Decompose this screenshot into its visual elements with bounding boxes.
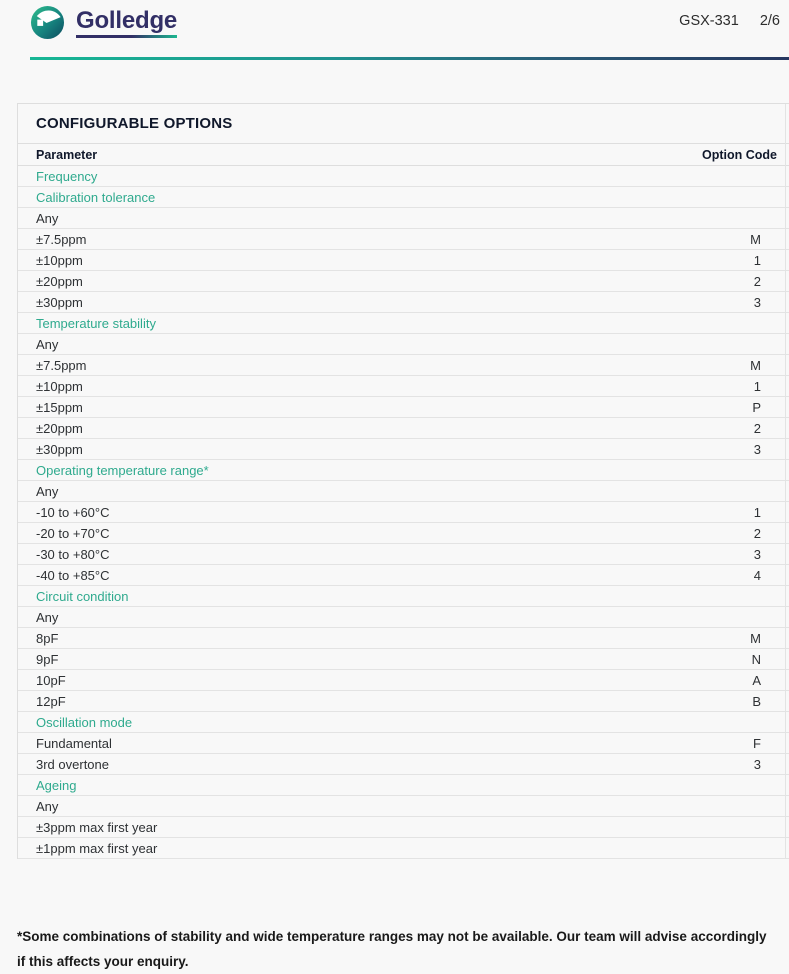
option-code-cell: 3 — [753, 441, 761, 457]
table-body — [18, 166, 789, 859]
table-row — [18, 523, 789, 544]
table-row — [18, 607, 789, 628]
brand-underline — [76, 35, 177, 38]
option-code-cell: M — [750, 231, 761, 247]
option-code-cell: B — [752, 693, 761, 709]
option-code-cell: 1 — [753, 378, 761, 394]
parameter-cell: ±20ppm — [36, 420, 83, 436]
table-title: CONFIGURABLE OPTIONS — [18, 104, 789, 144]
parameter-cell: 10pF — [36, 672, 66, 688]
parameter-cell: Any — [36, 609, 59, 625]
document-reference — [679, 13, 780, 29]
option-code-cell: 3 — [753, 756, 761, 772]
option-code-cell: M — [750, 357, 761, 373]
table-row — [18, 439, 789, 460]
parameter-cell: -10 to +60°C — [36, 504, 110, 520]
table-row — [18, 754, 789, 775]
option-code-column-divider — [785, 104, 786, 859]
option-code-cell: P — [752, 399, 761, 415]
parameter-cell: Ageing — [36, 777, 77, 793]
table-row — [18, 691, 789, 712]
table-row — [18, 271, 789, 292]
parameter-cell: 12pF — [36, 693, 66, 709]
option-code-cell: 4 — [753, 567, 761, 583]
header-divider — [30, 57, 789, 60]
table-row-section — [18, 586, 789, 607]
table-row — [18, 796, 789, 817]
parameter-cell: 9pF — [36, 651, 59, 667]
table-row — [18, 502, 789, 523]
table-row — [18, 544, 789, 565]
parameter-cell: -20 to +70°C — [36, 525, 110, 541]
parameter-cell: Fundamental — [36, 735, 112, 751]
parameter-cell: -40 to +85°C — [36, 567, 110, 583]
option-code-cell: F — [753, 735, 761, 751]
option-code-cell: 1 — [753, 504, 761, 520]
brand-logo — [30, 5, 177, 40]
table-row — [18, 670, 789, 691]
brand-name: Golledge — [76, 7, 178, 34]
parameter-cell: Any — [36, 336, 59, 352]
option-code-cell: A — [752, 672, 761, 688]
table-row — [18, 838, 789, 859]
option-code-cell: 3 — [753, 546, 761, 562]
table-row-section — [18, 166, 789, 187]
table-row — [18, 418, 789, 439]
parameter-cell: Any — [36, 210, 59, 226]
table-row — [18, 649, 789, 670]
option-code-cell: 2 — [753, 420, 761, 436]
table-row-section — [18, 460, 789, 481]
table-row — [18, 208, 789, 229]
parameter-cell: 8pF — [36, 630, 59, 646]
column-header-parameter: Parameter — [36, 147, 98, 162]
parameter-cell: Temperature stability — [36, 315, 156, 331]
parameter-cell: -30 to +80°C — [36, 546, 110, 562]
table-row — [18, 229, 789, 250]
table-row — [18, 397, 789, 418]
parameter-cell: ±20ppm — [36, 273, 83, 289]
parameter-cell: Calibration tolerance — [36, 189, 156, 205]
table-row — [18, 376, 789, 397]
parameter-cell: ±30ppm — [36, 441, 83, 457]
parameter-cell: ±15ppm — [36, 399, 83, 415]
table-row — [18, 355, 789, 376]
parameter-cell: ±7.5ppm — [36, 231, 87, 247]
table-row-section — [18, 712, 789, 733]
parameter-cell: Operating temperature range* — [36, 462, 209, 478]
table-row — [18, 481, 789, 502]
parameter-cell: Oscillation mode — [36, 714, 133, 730]
table-header-row — [18, 144, 789, 166]
column-header-option-code: Option Code — [702, 147, 777, 162]
option-code-cell: N — [751, 651, 761, 667]
option-code-cell: 2 — [753, 273, 761, 289]
parameter-cell: Any — [36, 483, 59, 499]
table-row — [18, 817, 789, 838]
page-indicator: 2/6 — [759, 13, 780, 29]
parameter-cell: ±10ppm — [36, 378, 83, 394]
table-row — [18, 250, 789, 271]
table-row — [18, 565, 789, 586]
table-row-section — [18, 187, 789, 208]
doc-code: GSX-331 — [679, 13, 739, 29]
table-row — [18, 733, 789, 754]
parameter-cell: Frequency — [36, 168, 98, 184]
parameter-cell: Circuit condition — [36, 588, 129, 604]
option-code-cell: 3 — [753, 294, 761, 310]
table-row — [18, 334, 789, 355]
configurable-options-table — [17, 103, 789, 859]
parameter-cell: ±1ppm max first year — [36, 840, 158, 856]
parameter-cell: ±30ppm — [36, 294, 83, 310]
parameter-cell: 3rd overtone — [36, 756, 109, 772]
parameter-cell: ±7.5ppm — [36, 357, 87, 373]
parameter-cell: ±3ppm max first year — [36, 819, 158, 835]
table-row-section — [18, 313, 789, 334]
golledge-logo-icon — [30, 5, 65, 40]
option-code-cell: M — [750, 630, 761, 646]
parameter-cell: Any — [36, 798, 59, 814]
option-code-cell: 1 — [753, 252, 761, 268]
parameter-cell: ±10ppm — [36, 252, 83, 268]
availability-footnote: *Some combinations of stability and wide temperature ranges may not be available. Our team will advise accordingly if this affects your enquiry. — [17, 929, 767, 969]
option-code-cell: 2 — [753, 525, 761, 541]
table-row-section — [18, 775, 789, 796]
table-row — [18, 292, 789, 313]
table-row — [18, 628, 789, 649]
